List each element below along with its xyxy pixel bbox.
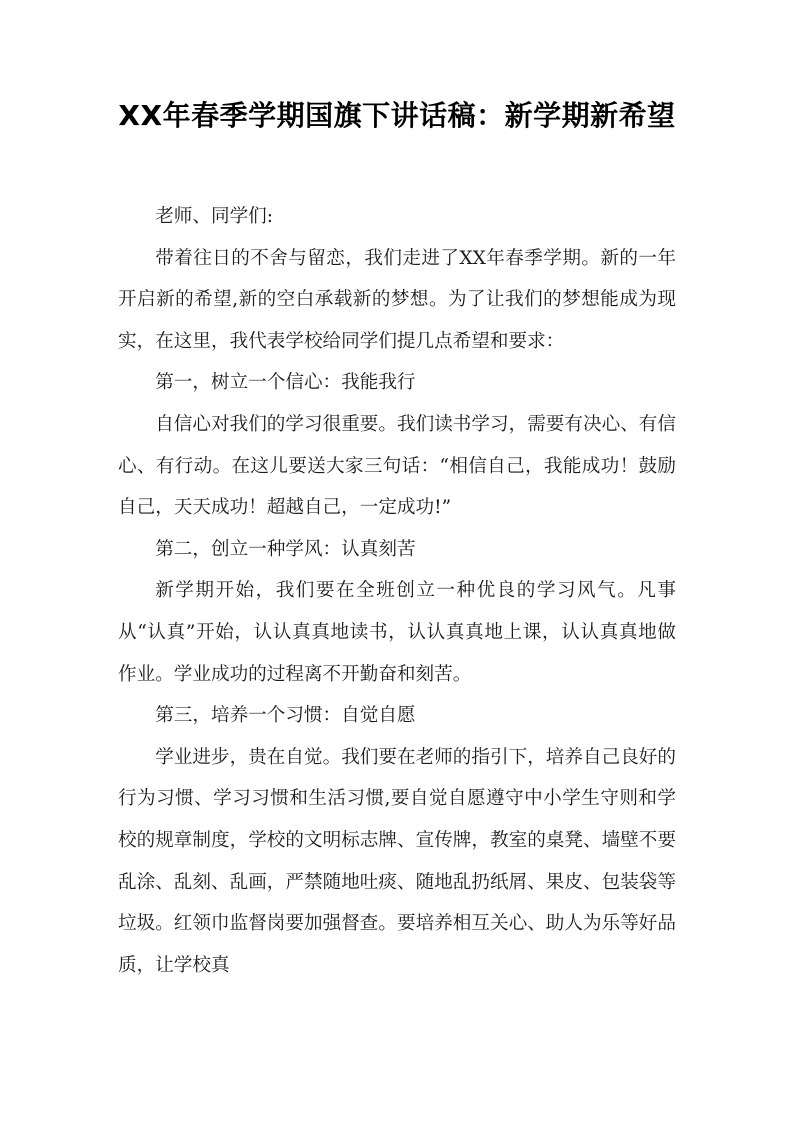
salutation: 老师、同学们:	[155, 206, 274, 227]
section-body-3: 学业进步，贵在自觉。我们要在老师的指引下，培养自己良好的行为习惯、学习习惯和生活习惯,要自觉自愿遵守中小学生守则和学校的规章制度，学校的文明标志牌、宣传牌，教室的桌凳、墙壁不要乱涂、乱刻、乱画，严禁随地吐痰、随地乱扔纸屑、果皮、包装袋等垃圾。红领巾监督岗要加强督查。要培养相互关心、助人为乐等好品质，让学校真	[118, 746, 676, 976]
section-heading-2: 第二，创立一种学风：认真刻苦	[155, 538, 416, 560]
section-heading-3: 第三，培养一个习惯：自觉自愿	[155, 705, 416, 727]
document-body	[118, 196, 676, 986]
intro-paragraph: 带着往日的不舍与留恋，我们走进了XX年春季学期。新的一年开启新的希望,新的空白承载新的梦想。为了让我们的梦想能成为现实，在这里，我代表学校给同学们提几点希望和要求：	[118, 247, 676, 352]
section-body-1: 自信心对我们的学习很重要。我们读书学习，需要有决心、有信心、有行动。在这儿要送大家三句话：“相信自己，我能成功！鼓励自己，天天成功！超越自己，一定成功!”	[118, 413, 676, 519]
section-heading-1: 第一，树立一个信心：我能我行	[155, 372, 416, 394]
document-title: XX年春季学期国旗下讲话稿：新学期新希望	[118, 99, 676, 132]
section-body-2: 新学期开始，我们要在全班创立一种优良的学习风气。凡事从“认真”开始，认认真真地读书，认认真真地上课，认认真真地做作业。学业成功的过程离不开勤奋和刻苦。	[118, 580, 676, 685]
